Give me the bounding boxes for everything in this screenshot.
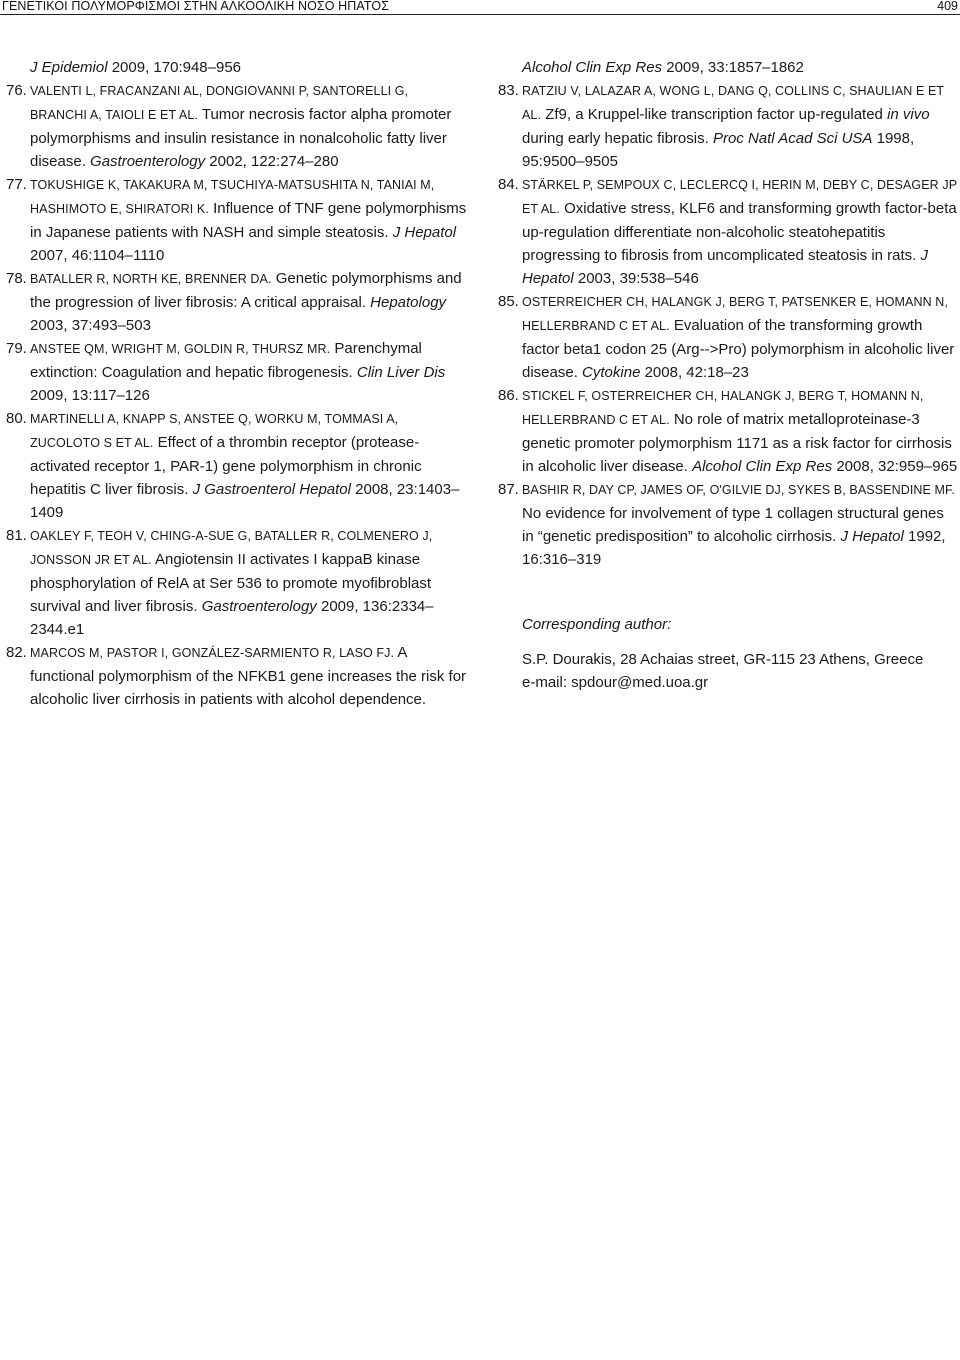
reference-details: 2009, 136:2334–2344.e1 bbox=[30, 598, 434, 638]
reference-journal: Hepatology bbox=[370, 294, 447, 311]
reference-authors: RATZIU V, LALAZAR A, WONG L, DANG Q, COLLINS C, SHAULIAN E ET AL. bbox=[522, 84, 944, 122]
reference-number: 79. bbox=[6, 340, 27, 357]
reference-number: 77. bbox=[6, 176, 27, 193]
reference-number: 80. bbox=[6, 410, 27, 427]
reference-details: 1998, 95:9500–9505 bbox=[522, 130, 915, 170]
reference-authors: VALENTI L, FRACANZANI AL, DONGIOVANNI P, SANTORELLI G, BRANCHI A, TAIOLI E ET AL. bbox=[30, 84, 409, 122]
reference-journal: J Hepatol bbox=[392, 224, 457, 241]
reference-number: 81. bbox=[6, 527, 27, 544]
reference-journal: Gastroenterology bbox=[90, 153, 206, 170]
reference-continuation bbox=[498, 56, 958, 79]
reference-continuation bbox=[6, 56, 468, 79]
running-title: ΓΕΝΕΤΙΚΟΙ ΠΟΛΥΜΟΡΦΙΣΜΟΙ ΣΤΗΝ ΑΛΚΟΟΛΙΚΗ ΝΟΣΟ ΗΠΑΤΟΣ bbox=[2, 0, 390, 13]
reference-item bbox=[498, 290, 958, 384]
reference-number: 83. bbox=[498, 82, 519, 99]
reference-journal: J Hepatol bbox=[840, 528, 904, 545]
reference-item bbox=[498, 173, 958, 290]
reference-authors: STICKEL F, OSTERREICHER CH, HALANGK J, BERG T, HOMANN N, HELLERBRAND C ET AL. bbox=[522, 389, 924, 427]
reference-title: Parenchymal extinction: Coagulation and hepatic fibrogenesis. bbox=[30, 340, 422, 381]
reference-title: Oxidative stress, KLF6 and transforming growth factor-beta up-regulation differentiate non-alcoholic steatohepatitis progressing to fibrosis from uncomplicated steatosis in rats. bbox=[522, 200, 957, 264]
reference-journal: Alcohol Clin Exp Res bbox=[522, 59, 663, 76]
reference-title: during early hepatic fibrosis. bbox=[522, 130, 713, 147]
reference-authors: STÄRKEL P, SEMPOUX C, LECLERCQ I, HERIN M, DEBY C, DESAGER JP ET AL. bbox=[522, 178, 957, 216]
reference-authors: ANSTEE QM, WRIGHT M, GOLDIN R, THURSZ MR. bbox=[30, 342, 331, 356]
reference-title-italic: in vivo bbox=[887, 106, 930, 123]
reference-details: 2008, 42:18–23 bbox=[640, 364, 749, 381]
reference-title: Tumor necrosis factor alpha promoter polymorphisms and insulin resistance in nonalcoholic fatty liver disease. bbox=[30, 106, 452, 170]
reference-title: No evidence for involvement of type 1 collagen structural genes in “genetic predisposition” to alcoholic cirrhosis. bbox=[522, 505, 944, 545]
reference-authors: BASHIR R, DAY CP, JAMES OF, O'GILVIE DJ, SYKES B, BASSENDINE MF. bbox=[522, 483, 955, 497]
reference-authors: BATALLER R, NORTH KE, BRENNER DA. bbox=[30, 272, 272, 286]
reference-details: 2003, 39:538–546 bbox=[573, 270, 699, 287]
reference-title: Evaluation of the transforming growth factor beta1 codon 25 (Arg-->Pro) polymorphism in alcoholic liver disease. bbox=[522, 317, 955, 381]
reference-details: 2008, 23:1403–1409 bbox=[30, 481, 460, 521]
reference-number: 87. bbox=[498, 481, 519, 498]
reference-item bbox=[6, 337, 468, 407]
reference-journal: J Epidemiol bbox=[30, 59, 108, 76]
reference-number: 86. bbox=[498, 387, 519, 404]
reference-details: 2003, 37:493–503 bbox=[30, 317, 151, 334]
reference-number: 78. bbox=[6, 270, 27, 287]
correspondence-address: S.P. Dourakis, 28 Achaias street, GR-115 23 Athens, Greece bbox=[522, 651, 924, 668]
reference-details: 2009, 170:948–956 bbox=[107, 59, 242, 76]
correspondence-label: Corresponding author: bbox=[522, 616, 672, 633]
reference-journal: Alcohol Clin Exp Res bbox=[692, 458, 833, 475]
reference-title: Effect of a thrombin receptor (protease-activated receptor 1, PAR-1) gene polymorphism in chronic hepatitis C liver fibrosis. bbox=[30, 434, 422, 498]
right-column bbox=[498, 56, 958, 694]
reference-details: 1992, 16:316–319 bbox=[522, 528, 946, 568]
reference-title: Genetic polymorphisms and the progression of liver fibrosis: A critical appraisal. bbox=[30, 270, 462, 311]
running-header bbox=[0, 0, 960, 15]
reference-authors: MARTINELLI A, KNAPP S, ANSTEE Q, WORKU M, TOMMASI A, ZUCOLOTO S ET AL. bbox=[30, 412, 399, 450]
reference-details: 2009, 33:1857–1862 bbox=[662, 59, 804, 76]
reference-title: Angiotensin II activates I kappaB kinase phosphorylation of RelA at Ser 536 to promote myofibroblast survival and liver fibrosis. bbox=[30, 551, 432, 615]
reference-details: 2009, 13:117–126 bbox=[30, 387, 150, 404]
reference-number: 84. bbox=[498, 176, 519, 193]
reference-item bbox=[498, 478, 958, 571]
reference-item bbox=[6, 641, 468, 711]
reference-details: 2008, 32:959–965 bbox=[832, 458, 958, 475]
reference-number: 76. bbox=[6, 82, 27, 99]
reference-journal: Proc Natl Acad Sci USA bbox=[712, 130, 873, 147]
reference-title: A functional polymorphism of the NFKB1 gene increases the risk for alcoholic liver cirrhosis in patients with alcohol dependence. bbox=[30, 644, 467, 708]
reference-authors: OAKLEY F, TEOH V, CHING-A-SUE G, BATALLER R, COLMENERO J, JONSSON JR ET AL. bbox=[30, 529, 433, 567]
reference-title: Influence of TNF gene polymorphisms in Japanese patients with NASH and simple steatosis. bbox=[30, 200, 467, 241]
reference-details: 2002, 122:274–280 bbox=[205, 153, 339, 170]
reference-number: 82. bbox=[6, 644, 27, 661]
reference-details: 2007, 46:1104–1110 bbox=[30, 247, 165, 264]
reference-journal: Clin Liver Dis bbox=[356, 364, 446, 381]
reference-authors: TOKUSHIGE K, TAKAKURA M, TSUCHIYA-MATSUSHITA N, TANIAI M, HASHIMOTO E, SHIRATORI K. bbox=[30, 178, 435, 216]
reference-item bbox=[6, 267, 468, 337]
reference-journal: J Hepatol bbox=[522, 247, 929, 287]
reference-title: No role of matrix metalloproteinase-3 genetic promoter polymorphism 1171 as a risk factor for cirrhosis in alcoholic liver disease. bbox=[522, 411, 952, 475]
reference-journal: J Gastroenterol Hepatol bbox=[192, 481, 351, 498]
correspondence-block bbox=[498, 613, 958, 694]
left-column bbox=[6, 56, 468, 711]
reference-authors: MARCOS M, PASTOR I, GONZÁLEZ-SARMIENTO R, LASO FJ. bbox=[30, 646, 395, 660]
reference-item bbox=[498, 384, 958, 478]
reference-item bbox=[6, 524, 468, 641]
page-number: 409 bbox=[937, 0, 958, 13]
reference-item bbox=[498, 79, 958, 173]
reference-journal: Cytokine bbox=[582, 364, 641, 381]
reference-number: 85. bbox=[498, 293, 519, 310]
reference-item bbox=[6, 79, 468, 173]
reference-authors: OSTERREICHER CH, HALANGK J, BERG T, PATSENKER E, HOMANN N, HELLERBRAND C ET AL. bbox=[522, 295, 949, 333]
correspondence-email[interactable]: e-mail: spdour@med.uoa.gr bbox=[522, 674, 709, 691]
reference-item bbox=[6, 407, 468, 524]
reference-journal: Gastroenterology bbox=[201, 598, 317, 615]
reference-title: Zf9, a Kruppel-like transcription factor up-regulated bbox=[541, 106, 888, 123]
reference-item bbox=[6, 173, 468, 267]
